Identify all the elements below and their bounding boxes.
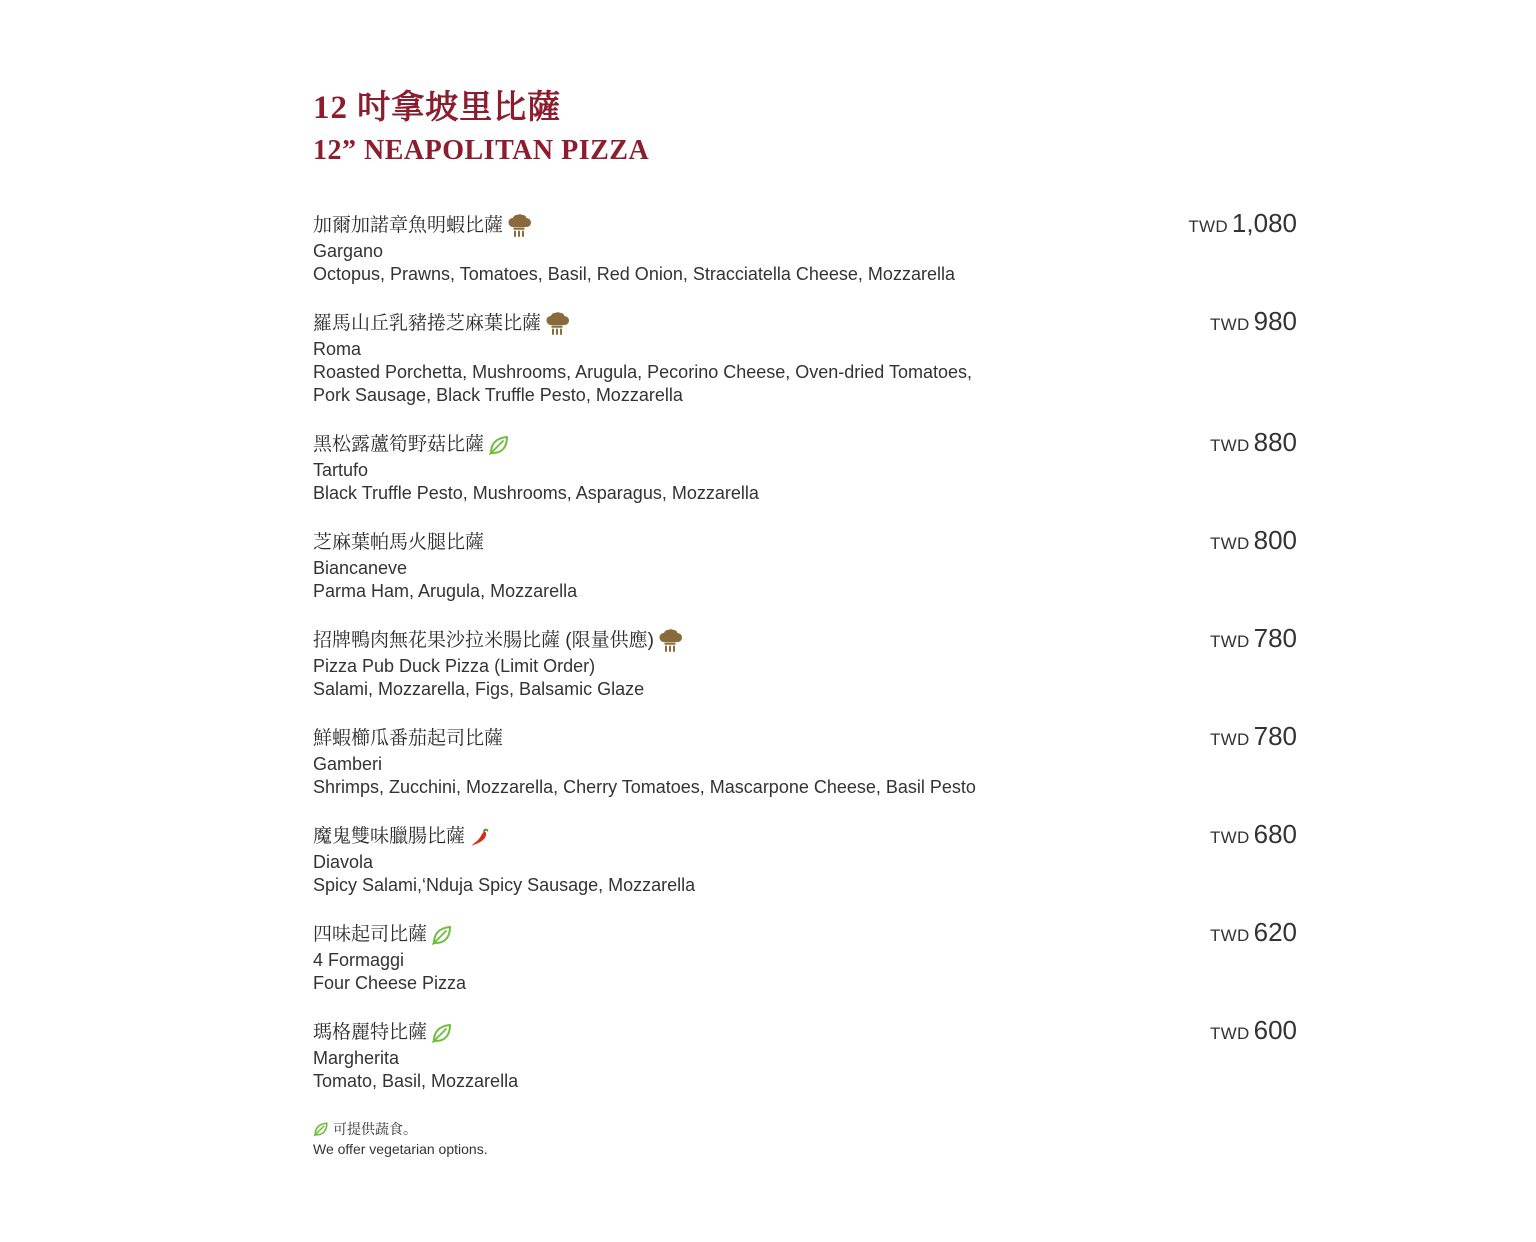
menu-item-name-zh — [313, 529, 1097, 557]
menu-item-name-zh-text: 魔鬼雙味臘腸比薩 — [313, 826, 466, 847]
menu-item-name-en: Biancaneve — [313, 558, 408, 578]
menu-item-description: Tomato, Basil, Mozzarella — [313, 1071, 519, 1091]
menu-item-name-zh — [313, 1019, 1097, 1047]
menu-item-name-en: Tartufo — [313, 460, 369, 480]
menu-item-description: Spicy Salami,‘Nduja Spicy Sausage, Mozzarella — [313, 875, 696, 895]
leaf-icon — [431, 1022, 453, 1044]
menu-item-name-zh-text: 芝麻葉帕馬火腿比薩 — [313, 532, 485, 553]
menu-item-name-zh-text: 加爾加諾章魚明蝦比薩 — [313, 215, 504, 236]
leaf-icon — [431, 924, 453, 946]
menu-item-name-en: Roma — [313, 339, 362, 359]
menu-item-name-en: Margherita — [313, 1048, 400, 1068]
page-title-en: 12” NEAPOLITAN PIZZA — [313, 135, 650, 166]
menu-item-price — [1210, 306, 1297, 337]
menu-item-price — [1210, 819, 1297, 850]
leaf-icon — [488, 434, 510, 456]
menu-item-price — [1210, 525, 1297, 556]
menu-item-name-zh — [313, 725, 1097, 753]
menu-item-description: Roasted Porchetta, Mushrooms, Arugula, Pecorino Cheese, Oven-dried Tomatoes, Pork Sausage, Black Truffle Pesto, Mozzarella — [313, 362, 973, 405]
price-currency: TWD — [1210, 436, 1250, 455]
menu-item-name-zh — [313, 310, 1097, 338]
menu-item-name-en: 4 Formaggi — [313, 950, 405, 970]
footnote-zh-text: 可提供蔬食。 — [333, 1121, 417, 1137]
menu-item-price — [1210, 623, 1297, 654]
menu-item — [313, 525, 1297, 603]
menu-page — [313, 88, 1297, 1117]
price-amount: 680 — [1253, 819, 1297, 849]
pizza-menu-list — [313, 208, 1297, 1093]
menu-item-price — [1210, 1015, 1297, 1046]
price-amount: 780 — [1253, 623, 1297, 653]
chef-hat-icon — [507, 214, 531, 238]
price-amount: 1,080 — [1231, 208, 1297, 238]
price-currency: TWD — [1210, 534, 1250, 553]
menu-item-name-zh — [313, 921, 1097, 949]
menu-item-name-zh-text: 黑松露蘆筍野菇比薩 — [313, 434, 485, 455]
menu-item-name-zh — [313, 823, 1097, 851]
footnote-en: We offer vegetarian options. — [313, 1141, 488, 1157]
menu-item-name-zh-text: 四味起司比薩 — [313, 924, 428, 945]
menu-item — [313, 208, 1297, 286]
menu-item-description: Octopus, Prawns, Tomatoes, Basil, Red Onion, Stracciatella Cheese, Mozzarella — [313, 264, 955, 284]
price-currency: TWD — [1188, 217, 1228, 236]
menu-item-description: Salami, Mozzarella, Figs, Balsamic Glaze — [313, 679, 645, 699]
chili-icon — [469, 826, 491, 848]
menu-item-description: Four Cheese Pizza — [313, 973, 467, 993]
menu-item — [313, 721, 1297, 799]
menu-item-price — [1210, 917, 1297, 948]
menu-item-description: Shrimps, Zucchini, Mozzarella, Cherry Tomatoes, Mascarpone Cheese, Basil Pesto — [313, 777, 976, 797]
menu-item-name-en: Diavola — [313, 852, 374, 872]
menu-item — [313, 917, 1297, 995]
menu-item-price — [1188, 208, 1297, 239]
price-currency: TWD — [1210, 632, 1250, 651]
price-amount: 880 — [1253, 427, 1297, 457]
price-amount: 600 — [1253, 1015, 1297, 1045]
price-amount: 800 — [1253, 525, 1297, 555]
price-amount: 980 — [1253, 306, 1297, 336]
price-currency: TWD — [1210, 926, 1250, 945]
menu-item-description: Parma Ham, Arugula, Mozzarella — [313, 581, 578, 601]
menu-item — [313, 427, 1297, 505]
menu-item — [313, 819, 1297, 897]
price-currency: TWD — [1210, 1024, 1250, 1043]
price-amount: 620 — [1253, 917, 1297, 947]
menu-item-name-zh-text: 羅馬山丘乳豬捲芝麻葉比薩 — [313, 313, 542, 334]
menu-item-name-zh-text: 鮮蝦櫛瓜番茄起司比薩 — [313, 728, 504, 749]
page-title-zh: 12 吋拿坡里比薩 — [313, 90, 562, 126]
chef-hat-icon — [545, 312, 569, 336]
chef-hat-icon — [658, 629, 682, 653]
menu-item-name-en: Gargano — [313, 241, 384, 261]
menu-item-name-zh — [313, 431, 1097, 459]
price-amount: 780 — [1253, 721, 1297, 751]
menu-item — [313, 306, 1297, 407]
menu-item-name-en: Gamberi — [313, 754, 383, 774]
price-currency: TWD — [1210, 315, 1250, 334]
menu-item — [313, 623, 1297, 701]
menu-item — [313, 1015, 1297, 1093]
footnote-zh — [313, 1119, 488, 1139]
price-currency: TWD — [1210, 828, 1250, 847]
menu-item-name-en: Pizza Pub Duck Pizza (Limit Order) — [313, 656, 596, 676]
menu-item-description: Black Truffle Pesto, Mushrooms, Asparagus, Mozzarella — [313, 483, 759, 503]
menu-item-name-zh-text: 瑪格麗特比薩 — [313, 1022, 428, 1043]
menu-item-name-zh — [313, 212, 1097, 240]
menu-item-price — [1210, 427, 1297, 458]
menu-item-name-zh-text: 招牌鴨肉無花果沙拉米腸比薩 (限量供應) — [313, 630, 654, 651]
price-currency: TWD — [1210, 730, 1250, 749]
footnote — [313, 1119, 488, 1159]
leaf-icon — [313, 1121, 329, 1137]
menu-item-name-zh — [313, 627, 1097, 655]
menu-item-price — [1210, 721, 1297, 752]
